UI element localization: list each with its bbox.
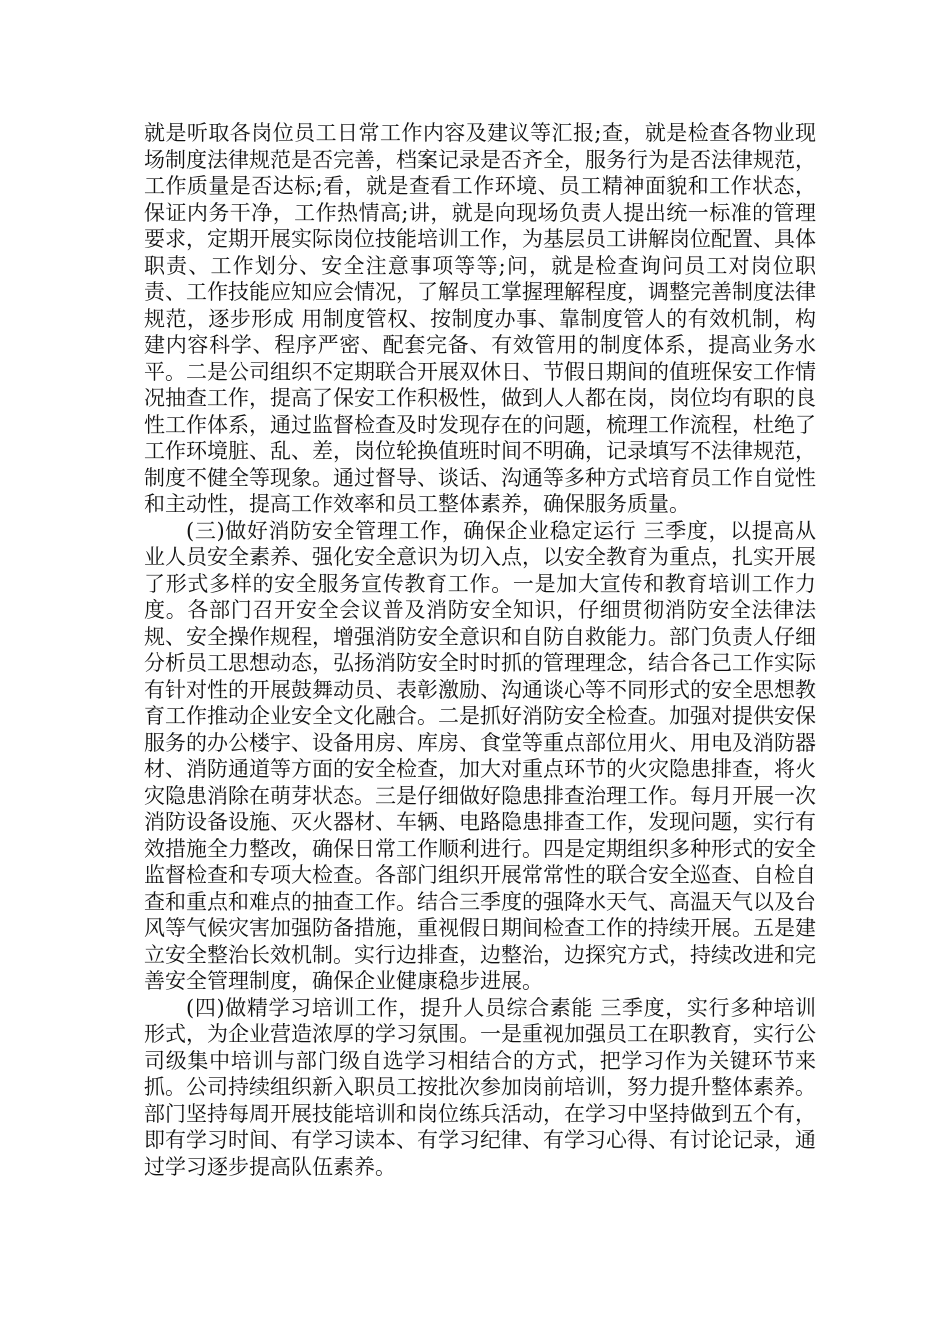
paragraph-fire-safety: (三)做好消防安全管理工作，确保企业稳定运行 三季度，以提高从业人员安全素养、强化安全意识为切入点，以安全教育为重点，扎实开展了形式多样的安全服务宣传教育工作。一是加大宣传和教育培训工作力度。各部门召开安全会议普及消防安全知识，仔细贯彻消防安全法律法规、安全操作规程，增强消防安全意识和自防自救能力。部门负责人仔细分析员工思想动态，弘扬消防安全时时抓的管理理念，结合各己工作实际有针对性的开展鼓舞动员、表彰激励、沟通谈心等不同形式的安全思想教育工作推动企业安全文化融合。二是抓好消防安全检查。加强对提供安保服务的办公楼宇、设备用房、库房、食堂等重点部位用火、用电及消防器材、消防通道等方面的安全检查，加大对重点环节的火灾隐患排查，将火灾隐患消除在萌芽状态。三是仔细做好隐患排查治理工作。每月开展一次消防设备设施、灭火器材、车辆、电路隐患排查工作，发现问题，实行有效措施全力整改，确保日常工作顺利进行。四是定期组织多种形式的安全监督检查和专项大检查。各部门组织开展常常性的联合安全巡查、自检自查和重点和难点的抽查工作。结合三季度的强降水天气、高温天气以及台风等气候灾害加强防备措施，重视假日期间检查工作的持续开展。五是建立安全整治长效机制。实行边排查，边整治，边探究方式，持续改进和完善安全管理制度，确保企业健康稳步进展。: [144, 518, 816, 993]
document-body: [144, 120, 816, 1180]
paragraph-continued: 就是听取各岗位员工日常工作内容及建议等汇报;查，就是检查各物业现场制度法律规范是否完善，档案记录是否齐全，服务行为是否法律规范，工作质量是否达标;看，就是查看工作环境、员工精神面貌和工作状态，保证内务干净，工作热情高;讲，就是向现场负责人提出统一标准的管理要求，定期开展实际岗位技能培训工作，为基层员工讲解岗位配置、具体职责、工作划分、安全注意事项等等;问，就是检查询问员工对岗位职责、工作技能应知应会情况，了解员工掌握理解程度，调整完善制度法律规范，逐步形成 用制度管权、按制度办事、靠制度管人的有效机制，构建内容科学、程序严密、配套完备、有效管用的制度体系，提高业务水平。二是公司组织不定期联合开展双休日、节假日期间的值班保安工作情况抽查工作，提高了保安工作积极性，做到人人都在岗，岗位均有职的良性工作体系，通过监督检查及时发现存在的问题，梳理工作流程，杜绝了工作环境脏、乱、差，岗位轮换值班时间不明确，记录填写不法律规范，制度不健全等现象。通过督导、谈话、沟通等多种方式培育员工作自觉性和主动性，提高工作效率和员工整体素养，确保服务质量。: [144, 121, 816, 516]
paragraph-training: (四)做精学习培训工作，提升人员综合素能 三季度，实行多种培训形式，为企业营造浓厚的学习氛围。一是重视加强员工在职教育，实行公司级集中培训与部门级自选学习相结合的方式，把学习作为关键环节来抓。公司持续组织新入职员工按批次参加岗前培训，努力提升整体素养。部门坚持每周开展技能培训和岗位练兵活动，在学习中坚持做到五个有，即有学习时间、有学习读本、有学习纪律、有学习心得、有讨论记录，通过学习逐步提高队伍素养。: [144, 995, 816, 1179]
